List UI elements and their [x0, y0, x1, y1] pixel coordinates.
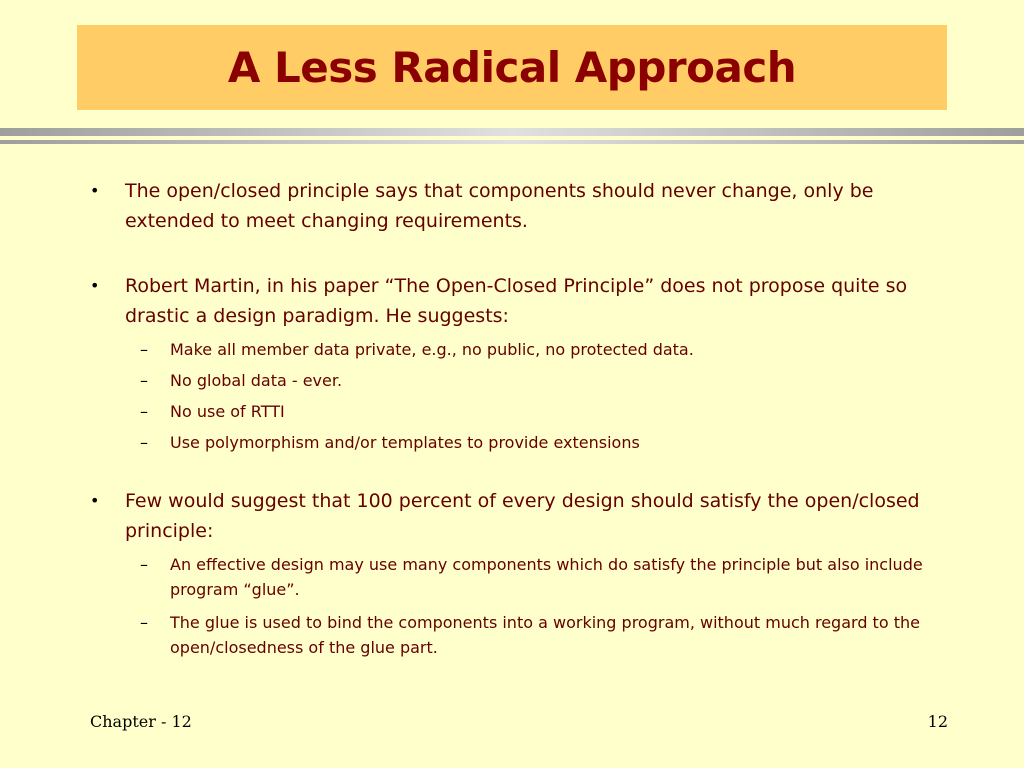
sub-bullet-item: [140, 610, 940, 660]
sub-bullet-text: No global data - ever.: [170, 371, 343, 390]
sub-bullet-item: [140, 552, 940, 602]
title-box: [77, 25, 947, 110]
dash-icon: –: [140, 555, 148, 574]
sub-bullet-text: An effective design may use many components which do satisfy the principle but also include program “glue”.: [170, 555, 923, 599]
footer-chapter: Chapter - 12: [90, 712, 192, 731]
bullet-text: The open/closed principle says that components should never change, only be extended to meet changing requirements.: [125, 180, 874, 232]
divider-rule-bottom: [0, 140, 1024, 144]
dash-icon: –: [140, 371, 148, 390]
dash-icon: –: [140, 613, 148, 632]
sub-bullet-item: [140, 337, 940, 362]
sub-bullet-text: No use of RTTI: [170, 402, 285, 421]
slide-title: A Less Radical Approach: [227, 43, 797, 92]
bullet-item: [90, 176, 920, 236]
footer-page-number: 12: [927, 712, 948, 731]
bullet-dot-icon: •: [90, 276, 100, 295]
sub-bullet-item: [140, 430, 940, 455]
sub-bullet-text: Use polymorphism and/or templates to provide extensions: [170, 433, 640, 452]
divider-rule-top: [0, 128, 1024, 136]
sub-bullet-text: The glue is used to bind the components into a working program, without much regard to the open/closedness of the glue part.: [170, 613, 920, 657]
dash-icon: –: [140, 433, 148, 452]
bullet-dot-icon: •: [90, 181, 100, 200]
sub-bullet-item: [140, 399, 940, 424]
bullet-text: Robert Martin, in his paper “The Open-Closed Principle” does not propose quite so drastic a design paradigm. He suggests:: [125, 275, 908, 327]
sub-bullet-text: Make all member data private, e.g., no public, no protected data.: [170, 340, 694, 359]
dash-icon: –: [140, 402, 148, 421]
bullet-item: [90, 486, 920, 546]
bullet-item: [90, 271, 920, 331]
dash-icon: –: [140, 340, 148, 359]
sub-bullet-item: [140, 368, 940, 393]
bullet-dot-icon: •: [90, 491, 100, 510]
bullet-text: Few would suggest that 100 percent of every design should satisfy the open/closed principle:: [125, 490, 920, 542]
